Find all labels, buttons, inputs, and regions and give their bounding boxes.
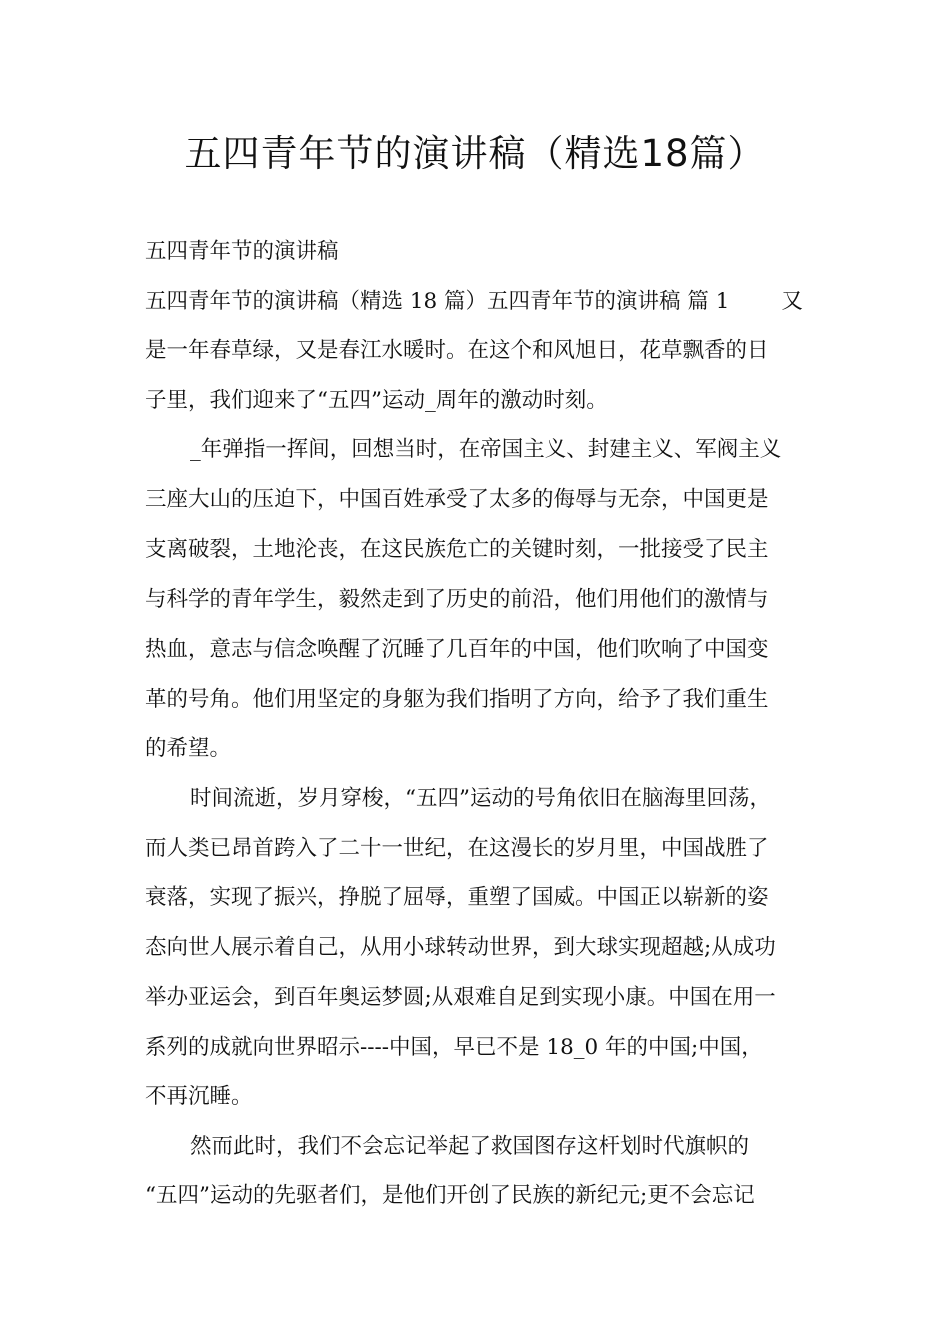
paragraph-line: 衰落，实现了振兴，挣脱了屈辱，重塑了国威。中国正以崭新的姿 (145, 885, 769, 910)
paragraph-line: “五四”运动的先驱者们，是他们开创了民族的新纪元;更不会忘记 (145, 1183, 755, 1208)
paragraph-line: 革的号角。他们用坚定的身躯为我们指明了方向，给予了我们重生 (145, 687, 769, 712)
paragraph-line: 而人类已昂首跨入了二十一世纪，在这漫长的岁月里，中国战胜了 (145, 836, 769, 861)
paragraph-line: 态向世人展示着自己，从用小球转动世界，到大球实现超越;从成功 (145, 935, 776, 960)
paragraph-line: 热血，意志与信念唤醒了沉睡了几百年的中国，他们吹响了中国变 (145, 637, 769, 662)
paragraph-line: 的希望。 (145, 736, 232, 761)
paragraph-line: _年弹指一挥间，回想当时，在帝国主义、封建主义、军阀主义 (190, 437, 782, 462)
document-title: 五四青年节的演讲稿（精选18篇） (184, 132, 766, 175)
paragraph-line: 时间流逝，岁月穿梭，“五四”运动的号角依旧在脑海里回荡， (190, 786, 771, 811)
line-text: 五四青年节的演讲稿（精选 18 篇）五四青年节的演讲稿 篇 1 (145, 289, 730, 314)
line-text-end: 又 (781, 289, 803, 314)
paragraph-line: 不再沉睡。 (145, 1084, 253, 1109)
paragraph-line: 子里，我们迎来了“五四”运动_周年的激动时刻。 (145, 388, 608, 413)
paragraph-line: 举办亚运会，到百年奥运梦圆;从艰难自足到实现小康。中国在用一 (145, 985, 776, 1010)
paragraph-line: 三座大山的压迫下，中国百姓承受了太多的侮辱与无奈，中国更是 (145, 487, 769, 512)
paragraph-line: 与科学的青年学生，毅然走到了历史的前沿，他们用他们的激情与 (145, 587, 769, 612)
paragraph-line: 支离破裂，土地沦丧，在这民族危亡的关键时刻，一批接受了民主 (145, 537, 769, 562)
paragraph-line (145, 286, 815, 318)
section-subtitle: 五四青年节的演讲稿 (145, 239, 339, 264)
paragraph-line: 系列的成就向世界昭示----中国，早已不是 18_0 年的中国;中国， (145, 1035, 763, 1060)
paragraph-line: 然而此时，我们不会忘记举起了救国图存这杆划时代旗帜的 (190, 1134, 750, 1159)
paragraph-line: 是一年春草绿，又是春江水暖时。在这个和风旭日，花草飘香的日 (145, 338, 769, 363)
